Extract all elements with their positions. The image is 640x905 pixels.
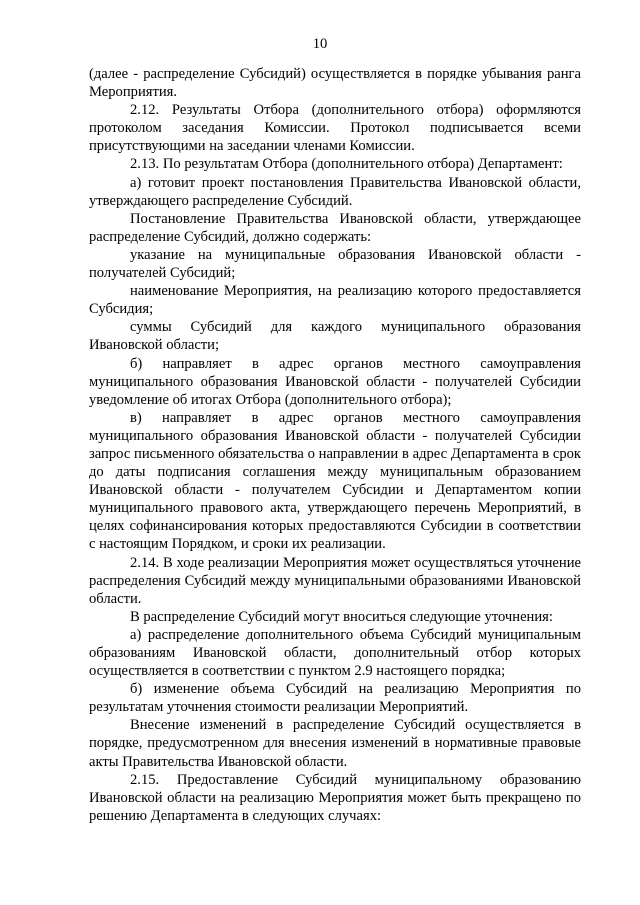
paragraph-2-13-b: б) направляет в адрес органов местного самоуправления муниципального образования Ивановской области - получателей Субсидии уведомление об итогах Отбора (дополнительного отбора); (89, 355, 581, 408)
page-number: 10 (312, 36, 328, 52)
paragraph-2-13: 2.13. По результатам Отбора (дополнительного отбора) Департамент: (130, 156, 563, 173)
paragraph-list-item: указание на муниципальные образования Ивановской области - получателей Субсидий; (89, 246, 581, 282)
paragraph-clarifications-intro: В распределение Субсидий могут вноситься следующие уточнения: (130, 608, 553, 625)
paragraph-2-13-v: в) направляет в адрес органов местного самоуправления муниципального образования Ивановской области - получателей Субсидии запрос письменного обязательства о направлении в адрес Департамента в срок до даты подписания соглашения между муниципальным образованием Ивановской области - получателем Субсидии и Департаментом копии муниципального правового акта, утверждающего перечень Мероприятий, в целях софинансирования которых предоставляются Субсидии в соответствии с настоящим Порядком, и сроки их реализации. (89, 409, 581, 553)
paragraph-list-item: наименование Мероприятия, на реализацию которого предоставляется Субсидия; (89, 283, 581, 318)
paragraph-continuation: (далее - распределение Субсидий) осуществляется в порядке убывания ранга Мероприятия. (89, 66, 581, 101)
paragraph-amendments: Внесение изменений в распределение Субсидий осуществляется в порядке, предусмотренном для внесения изменений в нормативные правовые акты Правительства Ивановской области. (89, 717, 581, 770)
document-body (89, 65, 581, 825)
paragraph-list-item: суммы Субсидий для каждого муниципального образования Ивановской области; (89, 319, 581, 354)
paragraph-2-12: 2.12. Результаты Отбора (дополнительного отбора) оформляются протоколом заседания Комиссии. Протокол подписывается всеми присутствующими на заседании членами Комиссии. (89, 102, 581, 155)
paragraph-clarification-b: б) изменение объема Субсидий на реализацию Мероприятия по результатам уточнения стоимости реализации Мероприятий. (89, 681, 581, 716)
paragraph-resolution-content: Постановление Правительства Ивановской области, утверждающее распределение Субсидий, должно содержать: (89, 210, 581, 245)
paragraph-2-14: 2.14. В ходе реализации Мероприятия может осуществляться уточнение распределения Субсидий между муниципальными образованиями Ивановской области. (89, 554, 581, 607)
paragraph-2-15: 2.15. Предоставление Субсидий муниципальному образованию Ивановской области на реализацию Мероприятия может быть прекращено по решению Департамента в следующих случаях: (89, 771, 581, 824)
paragraph-2-13-a: а) готовит проект постановления Правительства Ивановской области, утверждающего распределение Субсидий. (89, 174, 581, 209)
paragraph-clarification-a: а) распределение дополнительного объема Субсидий муниципальным образованиям Ивановской области, дополнительный отбор которых осуществляется в соответствии с пунктом 2.9 настоящего порядка; (89, 626, 581, 680)
